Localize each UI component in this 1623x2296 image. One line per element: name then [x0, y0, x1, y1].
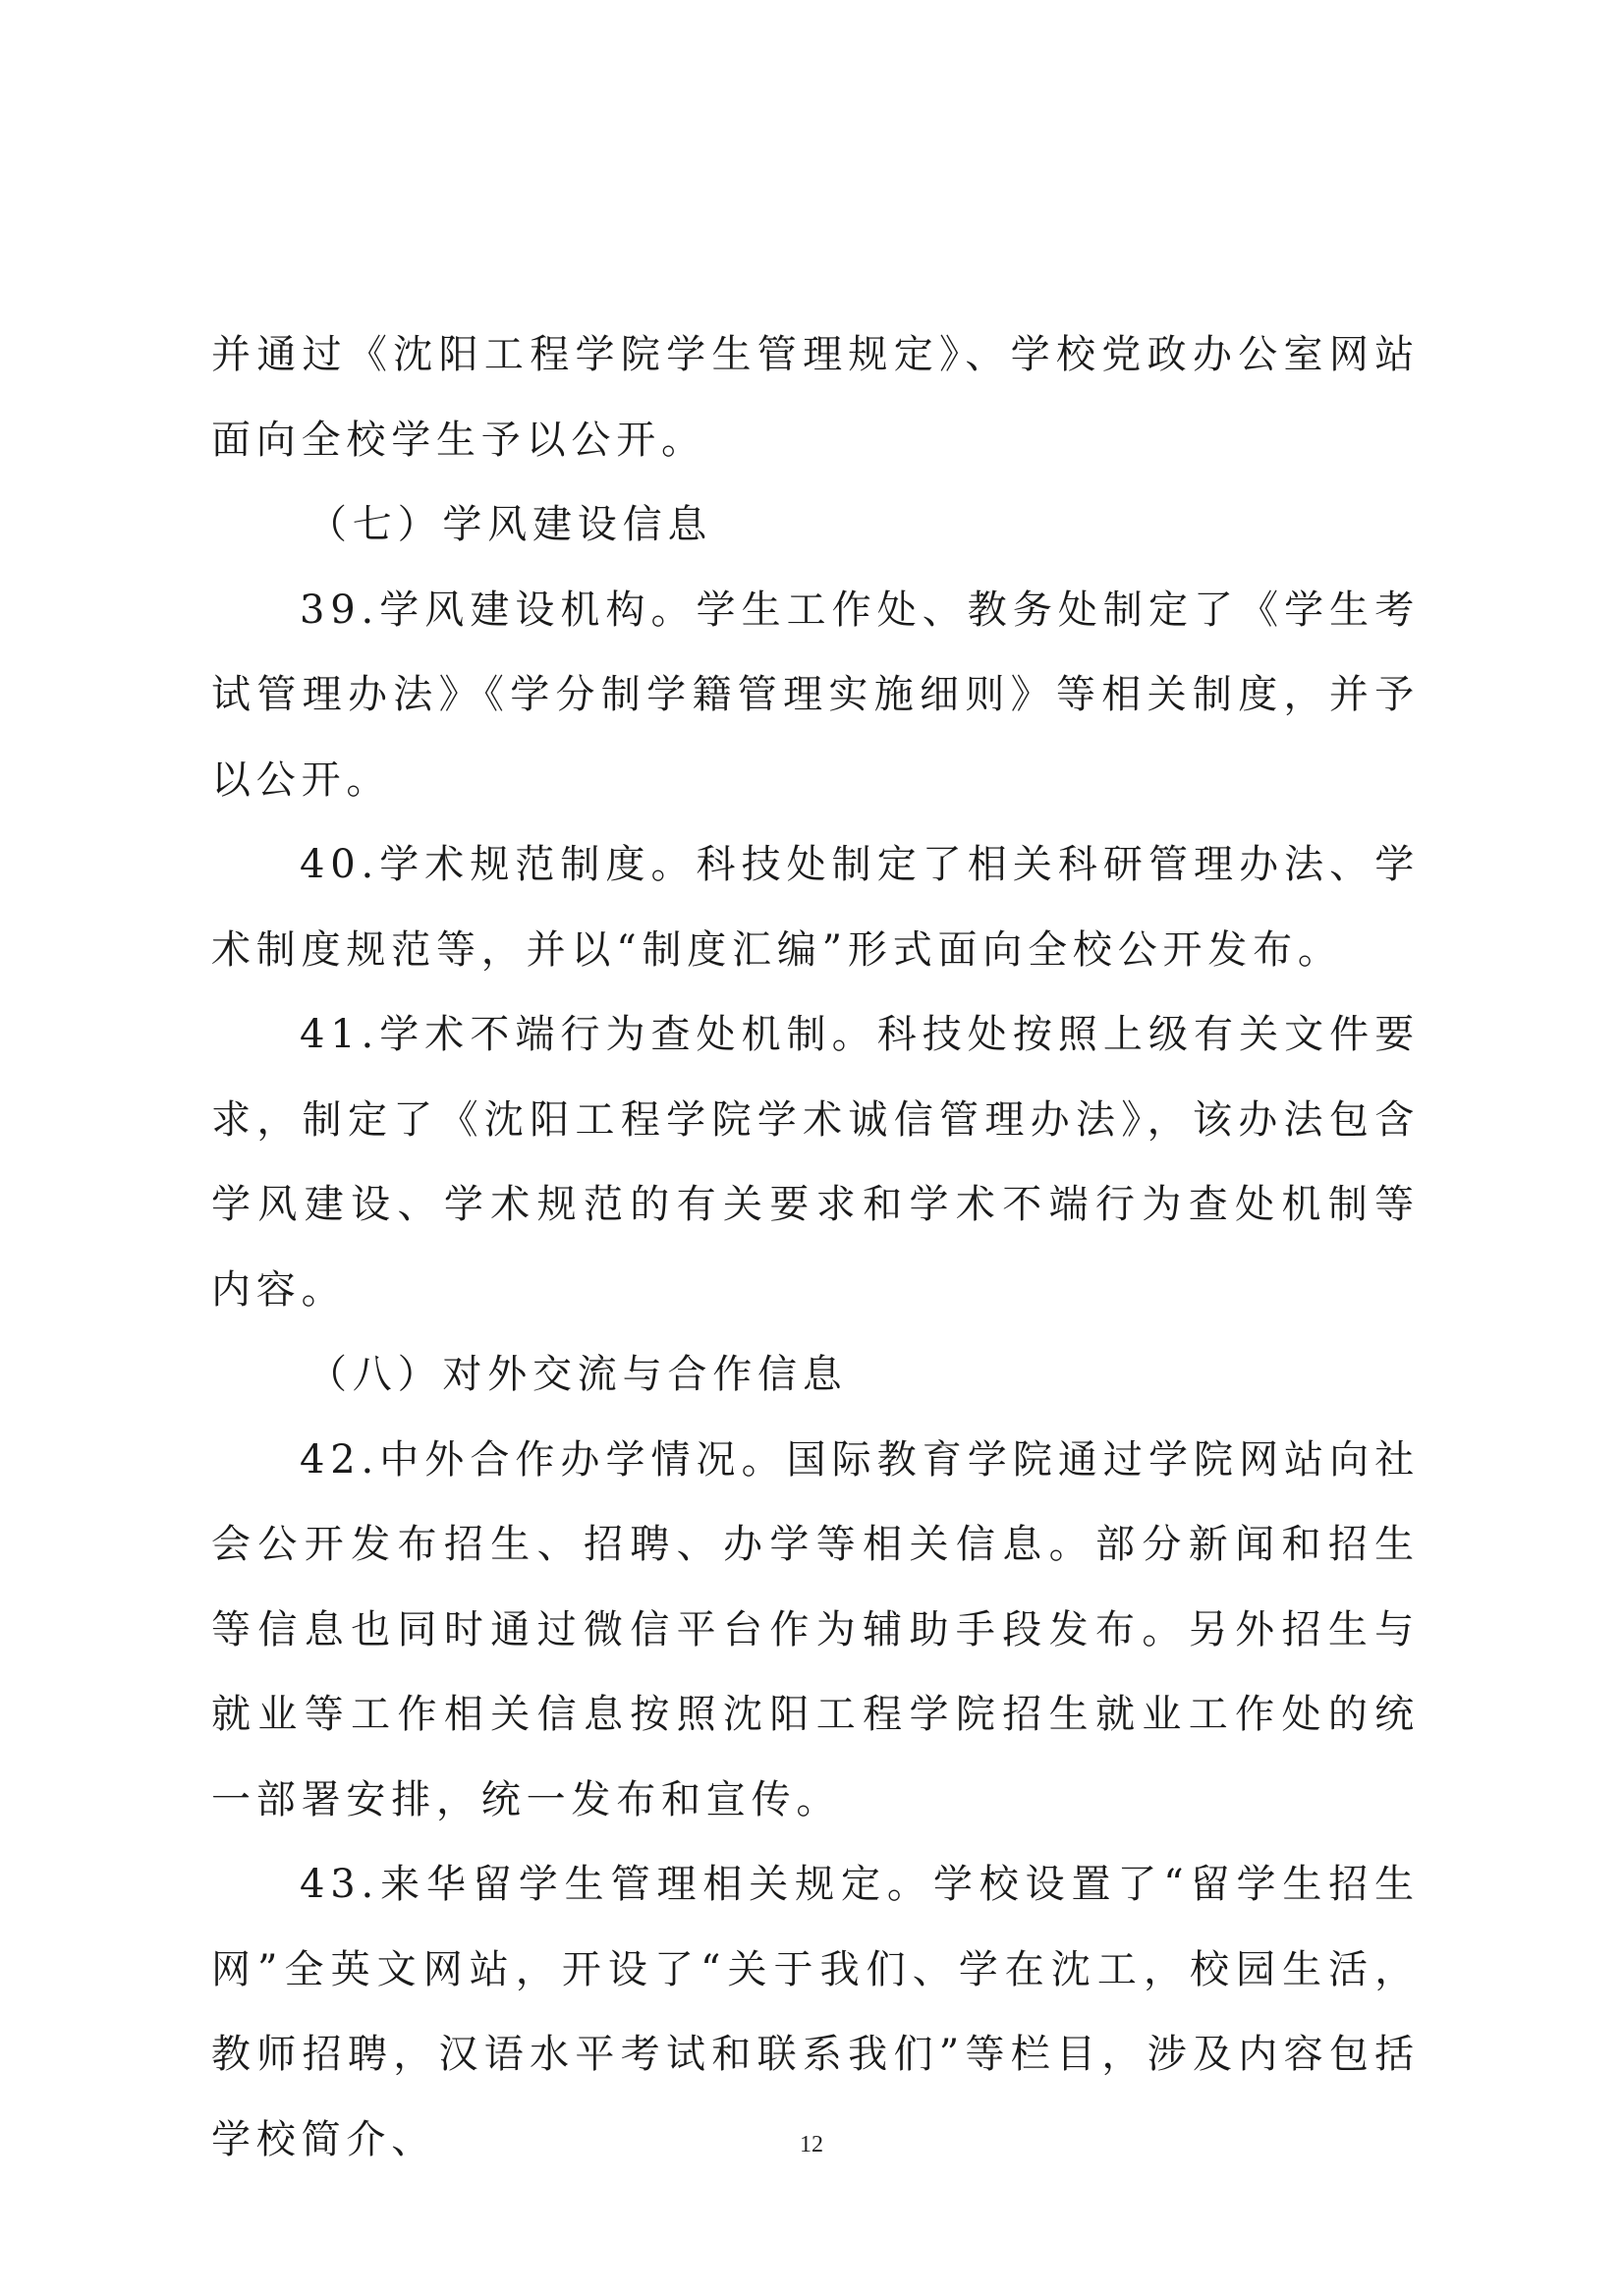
document-body — [211, 312, 1420, 2182]
section-heading-seven: （七）学风建设信息 — [308, 502, 713, 547]
paragraph-43: 43.来华留学生管理相关规定。学校设置了“留学生招生网”全英文网站，开设了“关于我们、学在沈工，校园生活，教师招聘，汉语水平考试和联系我们”等栏目，涉及内容包括学校简介、 — [211, 1862, 1420, 2162]
paragraph-41: 41.学术不端行为查处机制。科技处按照上级有关文件要求，制定了《沈阳工程学院学术诚信管理办法》，该办法包含学风建设、学术规范的有关要求和学术不端行为查处机制等内容。 — [211, 1012, 1420, 1313]
paragraph-40: 40.学术规范制度。科技处制定了相关科研管理办法、学术制度规范等，并以“制度汇编”形式面向全校公开发布。 — [211, 842, 1420, 973]
section-heading-eight: （八）对外交流与合作信息 — [308, 1352, 848, 1397]
page-number: 12 — [800, 2132, 823, 2157]
paragraph-42: 42.中外合作办学情况。国际教育学院通过学院网站向社会公开发布招生、招聘、办学等相关信息。部分新闻和招生等信息也同时通过微信平台作为辅助手段发布。另外招生与就业等工作相关信息按照沈阳工程学院招生就业工作处的统一部署安排，统一发布和宣传。 — [211, 1436, 1420, 1822]
paragraph-39: 39.学风建设机构。学生工作处、教务处制定了《学生考试管理办法》《学分制学籍管理实施细则》等相关制度，并予以公开。 — [211, 587, 1420, 803]
paragraph-continuation: 并通过《沈阳工程学院学生管理规定》、学校党政办公室网站面向全校学生予以公开。 — [211, 332, 1420, 463]
